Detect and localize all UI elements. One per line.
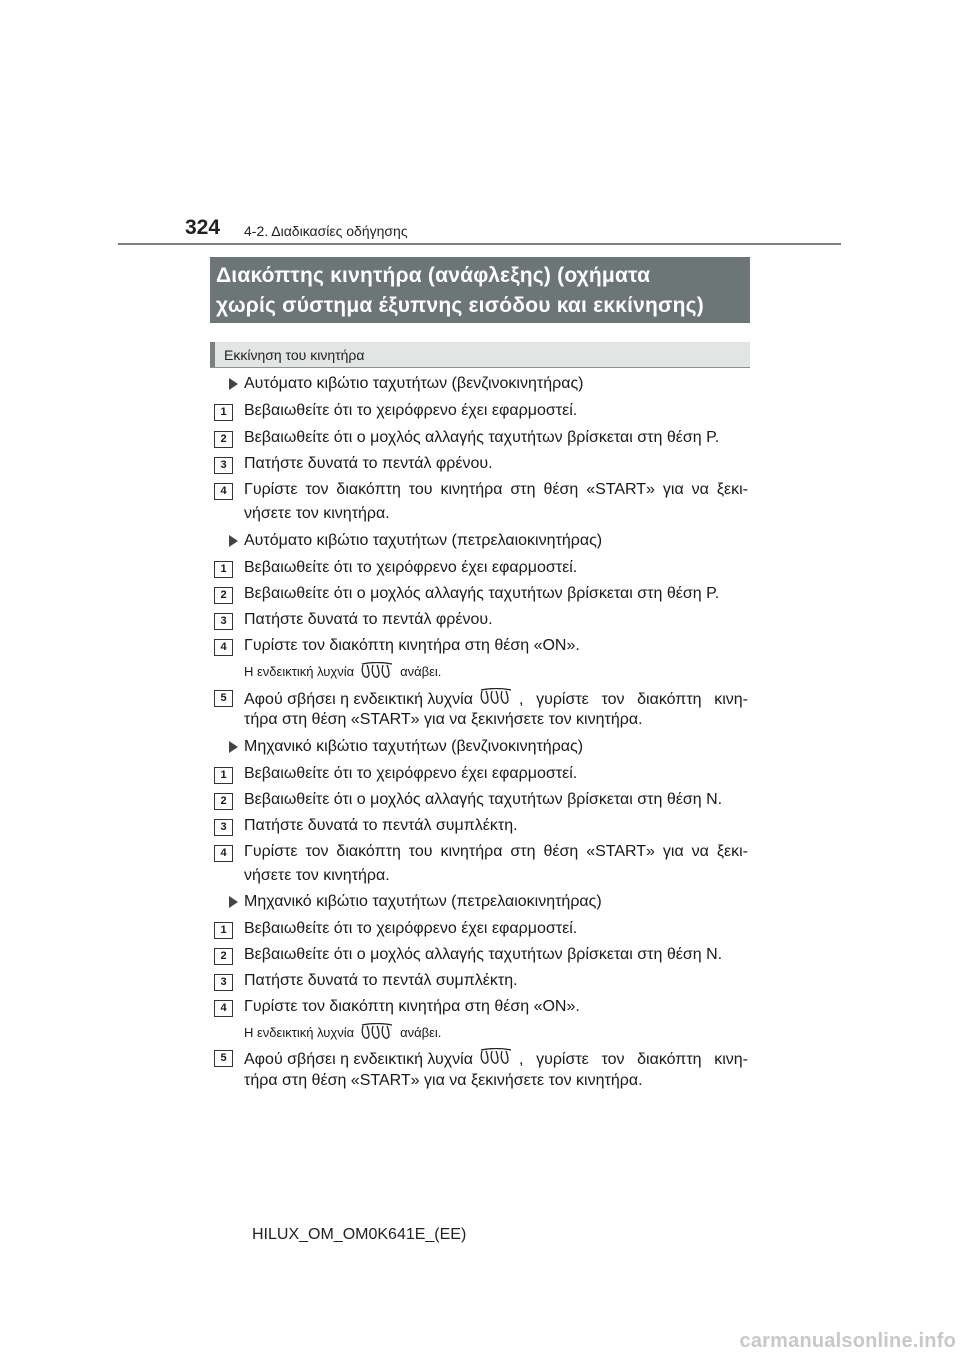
glow-plug-indicator-icon — [479, 1048, 513, 1071]
step-text-part: , γυρίστε τον διακόπτη κινη- — [518, 690, 748, 708]
section-label: 4-2. Διαδικασίες οδήγησης — [244, 223, 408, 239]
triangle-bullet-icon — [229, 741, 238, 753]
step-number: 1 — [214, 561, 233, 578]
page-number: 324 — [185, 216, 221, 239]
step-number: 2 — [214, 431, 233, 448]
step-text: Βεβαιωθείτε ότι το χειρόφρενο έχει εφαρμοστεί. — [244, 765, 578, 782]
step-text-part: Αφού σβήσει η ενδεικτική λυχνία — [244, 1050, 473, 1068]
mode-heading: Αυτόματο κιβώτιο ταχυτήτων (πετρελαιοκινητήρας) — [244, 532, 603, 549]
indicator-note — [244, 662, 441, 683]
indicator-note — [244, 1023, 441, 1044]
note-text: ανάβει. — [400, 663, 442, 679]
step-text: Βεβαιωθείτε ότι ο μοχλός αλλαγής ταχυτήτων βρίσκεται στη θέση P. — [244, 429, 720, 446]
step-text: Βεβαιωθείτε ότι το χειρόφρενο έχει εφαρμοστεί. — [244, 920, 578, 937]
step-text: Πατήστε δυνατά το πεντάλ συμπλέκτη. — [244, 817, 518, 834]
step-text: Γυρίστε τον διακόπτη του κινητήρα στη θέση «START» για να ξεκι- — [244, 481, 748, 498]
step-number: 4 — [214, 1000, 233, 1017]
subsection-bar — [210, 342, 215, 367]
glow-plug-indicator-icon — [479, 688, 513, 711]
step-text-continued: τήρα στη θέση «START» για να ξεκινήσετε τον κινητήρα. — [244, 1072, 643, 1089]
step-number: 5 — [214, 1050, 233, 1067]
step-number: 3 — [214, 974, 233, 991]
note-text: Η ενδεικτική λυχνία — [244, 663, 355, 679]
mode-heading: Μηχανικό κιβώτιο ταχυτήτων (πετρελαιοκινητήρας) — [244, 893, 602, 910]
step-number: 4 — [214, 483, 233, 500]
step-number: 2 — [214, 587, 233, 604]
watermark: carmanualsonline.info — [739, 1330, 956, 1352]
step-text — [244, 1048, 748, 1071]
subsection-title: Εκκίνηση του κινητήρα — [224, 347, 365, 363]
footer-document-id: HILUX_OM_OM0K641E_(EE) — [252, 1226, 467, 1243]
subsection-heading — [210, 342, 750, 368]
step-text: Γυρίστε τον διακόπτη κινητήρα στη θέση «ON». — [244, 998, 580, 1015]
step-number: 3 — [214, 613, 233, 630]
step-number: 3 — [214, 457, 233, 474]
step-text: Βεβαιωθείτε ότι ο μοχλός αλλαγής ταχυτήτων βρίσκεται στη θέση N. — [244, 946, 723, 963]
step-number: 3 — [214, 819, 233, 836]
step-number: 1 — [214, 922, 233, 939]
step-text — [244, 688, 748, 711]
note-text: Η ενδεικτική λυχνία — [244, 1024, 355, 1040]
step-text-continued: νήσετε τον κινητήρα. — [244, 867, 390, 884]
step-text-continued: τήρα στη θέση «START» για να ξεκινήσετε τον κινητήρα. — [244, 711, 643, 728]
step-number: 4 — [214, 845, 233, 862]
step-text: Βεβαιωθείτε ότι το χειρόφρενο έχει εφαρμοστεί. — [244, 402, 578, 419]
mode-heading: Μηχανικό κιβώτιο ταχυτήτων (βενζινοκινητήρας) — [244, 738, 584, 755]
step-text: Βεβαιωθείτε ότι το χειρόφρενο έχει εφαρμοστεί. — [244, 559, 578, 576]
step-text: Πατήστε δυνατά το πεντάλ συμπλέκτη. — [244, 972, 518, 989]
page-title — [210, 257, 750, 323]
step-number: 2 — [214, 948, 233, 965]
mode-heading: Αυτόματο κιβώτιο ταχυτήτων (βενζινοκινητήρας) — [244, 375, 584, 392]
glow-plug-indicator-icon — [360, 1023, 394, 1044]
step-text-continued: νήσετε τον κινητήρα. — [244, 505, 390, 522]
step-number: 4 — [214, 639, 233, 656]
step-number: 1 — [214, 767, 233, 784]
step-text: Πατήστε δυνατά το πεντάλ φρένου. — [244, 611, 493, 628]
header-rule — [118, 243, 841, 245]
triangle-bullet-icon — [229, 535, 238, 547]
step-text-part: Αφού σβήσει η ενδεικτική λυχνία — [244, 690, 473, 708]
step-text: Πατήστε δυνατά το πεντάλ φρένου. — [244, 455, 493, 472]
step-text: Γυρίστε τον διακόπτη του κινητήρα στη θέση «START» για να ξεκι- — [244, 843, 748, 860]
note-text: ανάβει. — [400, 1024, 442, 1040]
glow-plug-indicator-icon — [360, 662, 394, 683]
step-number: 1 — [214, 404, 233, 421]
step-number: 5 — [214, 690, 233, 707]
step-text-part: , γυρίστε τον διακόπτη κινη- — [518, 1050, 748, 1068]
step-text: Βεβαιωθείτε ότι ο μοχλός αλλαγής ταχυτήτων βρίσκεται στη θέση P. — [244, 585, 720, 602]
step-number: 2 — [214, 793, 233, 810]
step-text: Βεβαιωθείτε ότι ο μοχλός αλλαγής ταχυτήτων βρίσκεται στη θέση N. — [244, 791, 723, 808]
title-line-1: Διακόπτης κινητήρα (ανάφλεξης) (οχήματα — [216, 264, 651, 287]
triangle-bullet-icon — [229, 896, 238, 908]
triangle-bullet-icon — [229, 378, 238, 390]
step-text: Γυρίστε τον διακόπτη κινητήρα στη θέση «ON». — [244, 637, 580, 654]
title-line-2: χωρίς σύστημα έξυπνης εισόδου και εκκίνησης) — [216, 294, 704, 317]
